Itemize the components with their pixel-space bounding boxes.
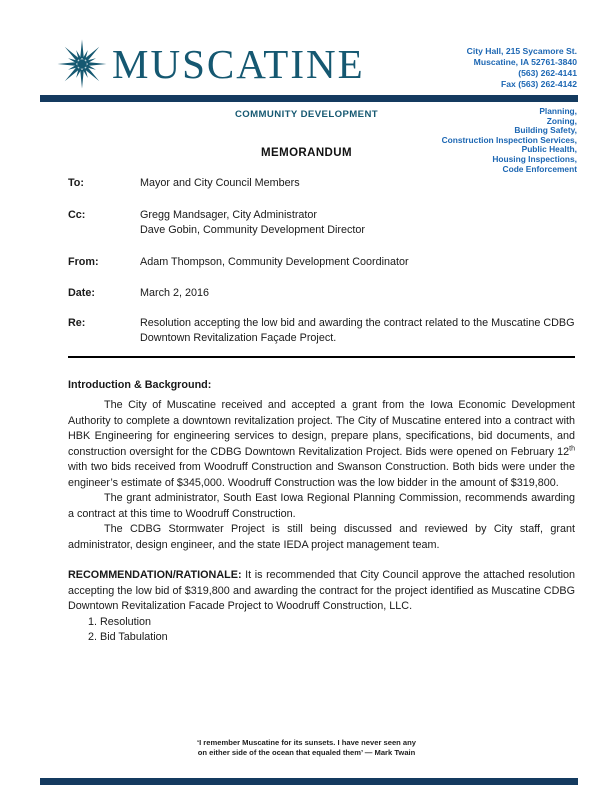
memo-field-re <box>68 316 575 347</box>
service-item: Planning, <box>539 106 577 116</box>
section-heading-introduction: Introduction & Background: <box>68 378 212 391</box>
field-value: Adam Thompson, Community Development Coordinator <box>140 255 409 268</box>
memo-field-date <box>68 286 575 302</box>
cc-line: Gregg Mandsager, City Administrator <box>140 208 318 221</box>
service-item: Housing Inspections, <box>492 153 577 164</box>
address-line: Muscatine, IA 52761-3840 <box>473 57 577 67</box>
address-line: City Hall, 215 Sycamore St. <box>466 46 577 56</box>
body-paragraph-2: The grant administrator, South East Iowa Regional Planning Commission, recommends awarding a contract at this time to Woodruff Construction. <box>68 492 575 520</box>
body-paragraph-3: The CDBG Stormwater Project is still being discussed and reviewed by City staff, grant administrator, design engineer, and the state IEDA project management team. <box>68 523 575 551</box>
footer-quote <box>0 738 613 758</box>
quote-line: on either side of the ocean that equaled them’ — Mark Twain <box>197 748 416 757</box>
service-item: Construction Inspection Services, <box>441 134 577 145</box>
recommendation-text: It is recommended that City Council approve the attached resolution accepting the low bid of $319,800 and awarding the contract for the project identified as Muscatine CDBG Downtown Revitalization Facade Project to Woodruff Construction, LLC. <box>68 569 575 612</box>
service-item: Code Enforcement <box>502 163 577 174</box>
recommendation-label: RECOMMENDATION/RATIONALE: <box>68 569 242 581</box>
memo-field-cc <box>68 208 575 239</box>
field-label: Re: <box>68 316 86 329</box>
service-item: Building Safety, <box>514 125 577 136</box>
cc-line: Dave Gobin, Community Development Director <box>140 224 366 236</box>
body-paragraph-1 <box>68 398 575 491</box>
memo-field-to <box>68 176 575 192</box>
services-list <box>442 107 577 174</box>
memo-rule <box>68 356 575 358</box>
field-label: From: <box>68 255 99 268</box>
field-value: Mayor and City Council Members <box>140 177 300 189</box>
attachment-item: 1. Resolution <box>100 615 575 631</box>
field-value: Resolution accepting the low bid and awarding the contract related to the Muscatine CDBG Downtown Revitalization Façade Project. <box>140 316 575 344</box>
paragraph-text: The City of Muscatine received and accepted a grant from the Iowa Economic Development Authority to complete a downtown revitalization project. The City of Muscatine entered into a contract with HBK Engineering for engineering services to design, prepare plans, specifications, bid documents, and construction oversight for the CDBG Downtown Revitalization Project. Bids were opened on February 12 <box>68 399 575 458</box>
paragraph-text: with two bids received from Woodruff Construction and Swanson Construction. Both bids were under the engineer’s estimate of $345,000. Woodruff Construction was the low bidder in the amount of $319,800. <box>68 461 575 489</box>
logo-wordmark: MUSCATINE <box>112 40 365 87</box>
attachment-item: 2. Bid Tabulation <box>100 630 575 646</box>
memo-title: MEMORANDUM <box>261 147 352 159</box>
field-label: Date: <box>68 287 95 299</box>
department-title: COMMUNITY DEVELOPMENT <box>234 109 379 120</box>
service-item: Public Health, <box>521 144 577 155</box>
field-value <box>140 208 575 239</box>
memo-content <box>68 176 575 646</box>
address-line: Fax (563) 262-4142 <box>501 79 577 89</box>
field-label: To: <box>68 177 84 189</box>
address-line: (563) 262-4141 <box>518 68 577 78</box>
quote-line: ‘I remember Muscatine for its sunsets. I have never seen any <box>196 738 417 747</box>
footer-divider-bar <box>40 778 578 785</box>
attachments-list <box>68 615 575 646</box>
sunburst-logo-icon <box>56 38 108 90</box>
muscatine-logo <box>56 38 365 90</box>
service-item: Zoning, <box>546 115 577 126</box>
memo-field-from <box>68 255 575 271</box>
recommendation-paragraph <box>68 568 575 615</box>
header-address <box>467 46 577 90</box>
field-label: Cc: <box>68 208 86 221</box>
field-value: March 2, 2016 <box>140 287 210 299</box>
ordinal-suffix: th <box>569 444 575 452</box>
header-divider-bar <box>40 95 578 102</box>
